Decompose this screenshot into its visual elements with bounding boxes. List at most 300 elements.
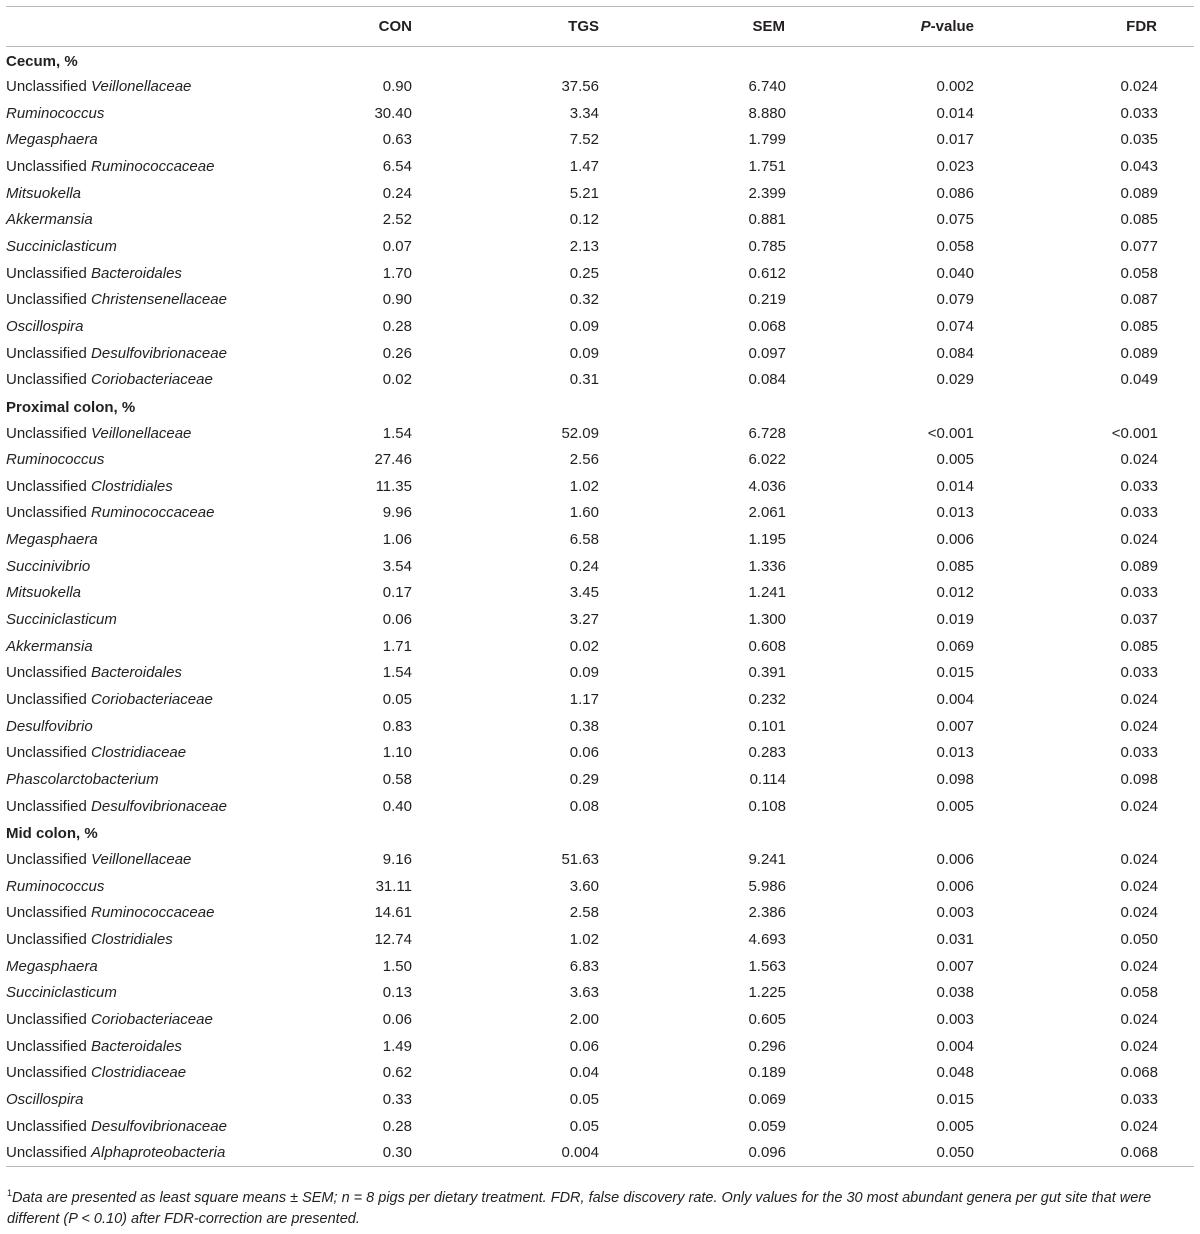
cell-con: 0.40: [382, 797, 412, 815]
taxon-cell: [6, 633, 296, 660]
table-row: [6, 180, 1194, 207]
cell-tgs: 0.09: [569, 664, 599, 682]
cell-fdr: 0.024: [1120, 904, 1158, 922]
cell-con: 2.52: [382, 211, 412, 229]
cell-p-value: 0.085: [936, 557, 974, 575]
cell-tgs: 1.02: [569, 930, 599, 948]
cell-sem: 2.386: [748, 904, 786, 922]
cell-tgs: 5.21: [569, 184, 599, 202]
taxon-prefix: Unclassified: [6, 904, 92, 922]
taxon-cell: [6, 153, 296, 180]
cell-fdr: 0.033: [1120, 584, 1158, 602]
cell-sem: 6.740: [748, 77, 786, 95]
cell-fdr: 0.033: [1120, 504, 1158, 522]
cell-con: 0.17: [382, 584, 412, 602]
cell-fdr: 0.089: [1120, 184, 1158, 202]
table-row: [6, 1006, 1194, 1033]
taxon-name: Christensenellaceae: [91, 291, 227, 309]
cell-con: 1.49: [382, 1037, 412, 1055]
taxon-name: Coriobacteriaceae: [91, 371, 213, 389]
table-row: [6, 286, 1194, 313]
cell-sem: 1.195: [748, 531, 786, 549]
taxon-prefix: Unclassified: [6, 77, 92, 95]
table-row: [6, 900, 1194, 927]
taxon-name: Clostridiales: [91, 477, 173, 495]
cell-con: 0.58: [382, 771, 412, 789]
cell-con: 30.40: [374, 104, 412, 122]
footnote-text-2: = 8 pigs per dietary treatment. FDR, false discovery rate. Only values for the 30 most abundant genera per gut site that were different (: [7, 1190, 1152, 1227]
cell-fdr: 0.024: [1120, 531, 1158, 549]
cell-p-value: 0.031: [936, 930, 974, 948]
cell-sem: 0.612: [748, 264, 786, 282]
cell-p-value: 0.015: [936, 664, 974, 682]
cell-p-value: 0.014: [936, 477, 974, 495]
cell-sem: 0.189: [748, 1064, 786, 1082]
cell-sem: 0.232: [748, 691, 786, 709]
taxon-cell: [6, 500, 296, 527]
taxon-cell: [6, 686, 296, 713]
taxon-cell: [6, 740, 296, 767]
footnote-text-1: Data are presented as least square means ± SEM;: [12, 1190, 342, 1206]
taxon-cell: [6, 953, 296, 980]
taxon-prefix: Unclassified: [6, 504, 92, 522]
cell-fdr: 0.024: [1120, 1037, 1158, 1055]
cell-fdr: 0.089: [1120, 344, 1158, 362]
taxon-cell: [6, 1139, 296, 1166]
cell-p-value: 0.005: [936, 797, 974, 815]
cell-tgs: 0.05: [569, 1090, 599, 1108]
taxon-cell: [6, 286, 296, 313]
cell-con: 0.02: [382, 371, 412, 389]
cell-p-value: 0.048: [936, 1064, 974, 1082]
footnote-n-letter: n: [341, 1190, 350, 1206]
cell-tgs: 6.83: [569, 957, 599, 975]
taxon-prefix: Unclassified: [6, 291, 92, 309]
cell-sem: 1.336: [748, 557, 786, 575]
cell-p-value: 0.075: [936, 211, 974, 229]
taxon-name: Akkermansia: [6, 637, 93, 655]
taxon-cell: [6, 846, 296, 873]
taxon-cell: [6, 100, 296, 127]
taxon-prefix: Unclassified: [6, 1037, 92, 1055]
taxon-name: Bacteroidales: [91, 264, 182, 282]
cell-p-value: 0.012: [936, 584, 974, 602]
table-row: [6, 606, 1194, 633]
table-row: [6, 793, 1194, 820]
cell-sem: 6.022: [748, 451, 786, 469]
cell-p-value: 0.058: [936, 237, 974, 255]
table-row: [6, 260, 1194, 287]
cell-con: 0.06: [382, 611, 412, 629]
cell-tgs: 3.60: [569, 877, 599, 895]
taxon-name: Desulfovibrio: [6, 717, 93, 735]
table-row: [6, 633, 1194, 660]
cell-sem: 0.219: [748, 291, 786, 309]
cell-sem: 0.096: [600, 1139, 788, 1166]
cell-fdr: 0.024: [1120, 877, 1158, 895]
results-table-container: [6, 6, 1194, 1167]
cell-fdr: 0.085: [1120, 637, 1158, 655]
table-row: [6, 473, 1194, 500]
cell-fdr: 0.058: [1120, 264, 1158, 282]
cell-con: 1.50: [382, 957, 412, 975]
taxon-name: Alphaproteobacteria: [91, 1143, 226, 1161]
section-header-row: [6, 393, 1194, 420]
taxon-cell: [6, 126, 296, 153]
table-row: [6, 206, 1194, 233]
cell-fdr: 0.033: [1120, 664, 1158, 682]
taxon-cell: [6, 660, 296, 687]
results-table: [6, 6, 1194, 1167]
taxon-name: Mitsuokella: [6, 584, 82, 602]
cell-sem: 0.296: [748, 1037, 786, 1055]
cell-tgs: 0.25: [569, 264, 599, 282]
table-row: [6, 873, 1194, 900]
cell-tgs: 0.38: [569, 717, 599, 735]
taxon-name: Mitsuokella: [6, 184, 82, 202]
taxon-name: Ruminococcus: [6, 451, 105, 469]
cell-p-value: 0.038: [936, 984, 974, 1002]
cell-fdr: 0.098: [1120, 771, 1158, 789]
taxon-prefix: Unclassified: [6, 344, 92, 362]
taxon-name: Ruminococcaceae: [91, 504, 215, 522]
table-row: [6, 979, 1194, 1006]
taxon-cell: [6, 260, 296, 287]
cell-sem: 0.881: [748, 211, 786, 229]
cell-tgs: 0.29: [569, 771, 599, 789]
cell-p-value: 0.015: [936, 1090, 974, 1108]
header-sem: SEM: [600, 7, 788, 47]
cell-fdr: 0.068: [1120, 1064, 1158, 1082]
table-row: [6, 766, 1194, 793]
taxon-prefix: Unclassified: [6, 1064, 92, 1082]
cell-sem: 0.391: [748, 664, 786, 682]
taxon-cell: [6, 873, 296, 900]
taxon-name: Ruminococcus: [6, 104, 105, 122]
cell-tgs: 2.56: [569, 451, 599, 469]
cell-sem: 0.785: [748, 237, 786, 255]
taxon-cell: [6, 73, 296, 100]
cell-p-value: 0.013: [936, 504, 974, 522]
cell-fdr: 0.024: [1120, 957, 1158, 975]
table-row: [6, 420, 1194, 447]
section-title: Mid colon, %: [6, 825, 98, 843]
cell-tgs: 37.56: [561, 77, 599, 95]
cell-con: 11.35: [375, 477, 412, 495]
cell-sem: 0.108: [748, 797, 786, 815]
cell-sem: 4.693: [748, 930, 786, 948]
taxon-cell: [6, 526, 296, 553]
cell-fdr: 0.024: [1120, 691, 1158, 709]
taxon-cell: [6, 900, 296, 927]
cell-tgs: 3.63: [569, 984, 599, 1002]
taxon-prefix: Unclassified: [6, 1143, 92, 1161]
header-p-value: [788, 7, 975, 47]
taxon-prefix: Unclassified: [6, 477, 92, 495]
cell-fdr: 0.089: [1120, 557, 1158, 575]
header-p-suffix: -value: [930, 18, 974, 35]
cell-fdr: 0.049: [1120, 371, 1158, 389]
cell-con: 0.90: [382, 291, 412, 309]
taxon-cell: [6, 366, 296, 393]
taxon-name: Megasphaera: [6, 957, 98, 975]
cell-p-value: <0.001: [927, 424, 974, 442]
taxon-name: Megasphaera: [6, 531, 98, 549]
cell-p-value: 0.006: [936, 531, 974, 549]
cell-sem: 6.728: [748, 424, 786, 442]
cell-tgs: 3.27: [569, 611, 599, 629]
taxon-name: Clostridiaceae: [91, 1064, 187, 1082]
cell-fdr: 0.033: [1120, 104, 1158, 122]
cell-con: 27.46: [374, 451, 412, 469]
cell-fdr: 0.024: [1120, 797, 1158, 815]
section-title: Cecum, %: [6, 52, 78, 70]
table-row: [6, 366, 1194, 393]
cell-p-value: 0.079: [936, 291, 974, 309]
taxon-name: Veillonellaceae: [91, 77, 192, 95]
taxon-cell: [6, 180, 296, 207]
cell-con: 9.16: [382, 851, 412, 869]
table-row: [6, 340, 1194, 367]
cell-con: 0.26: [382, 344, 412, 362]
cell-con: 0.06: [382, 1010, 412, 1028]
cell-tgs: 0.004: [412, 1139, 600, 1166]
cell-sem: 0.608: [748, 637, 786, 655]
cell-fdr: 0.033: [1120, 744, 1158, 762]
footnote-p-letter: P: [68, 1211, 78, 1227]
cell-fdr: 0.033: [1120, 477, 1158, 495]
cell-con: 1.71: [382, 637, 412, 655]
cell-con: 1.06: [382, 531, 412, 549]
taxon-prefix: Unclassified: [6, 157, 92, 175]
cell-sem: 5.986: [748, 877, 786, 895]
cell-p-value: 0.019: [936, 611, 974, 629]
cell-p-value: 0.004: [936, 691, 974, 709]
cell-con: 1.54: [382, 424, 412, 442]
header-taxon: [6, 7, 296, 47]
cell-tgs: 2.13: [569, 237, 599, 255]
cell-con: 0.24: [382, 184, 412, 202]
cell-con: 0.83: [382, 717, 412, 735]
cell-p-value: 0.007: [936, 717, 974, 735]
footnote-text-3: < 0.10) after FDR-correction are presented.: [77, 1211, 360, 1227]
cell-con: 6.54: [382, 157, 412, 175]
taxon-cell: [6, 313, 296, 340]
taxon-name: Bacteroidales: [91, 664, 182, 682]
cell-p-value: 0.069: [936, 637, 974, 655]
taxon-name: Clostridiales: [91, 930, 173, 948]
cell-tgs: 1.47: [569, 157, 599, 175]
taxon-prefix: Unclassified: [6, 1117, 92, 1135]
taxon-cell: [6, 1113, 296, 1140]
table-row: [6, 153, 1194, 180]
cell-p-value: 0.084: [936, 344, 974, 362]
cell-tgs: 1.02: [569, 477, 599, 495]
taxon-cell: [6, 206, 296, 233]
taxon-name: Succinivibrio: [6, 557, 91, 575]
cell-tgs: 1.60: [569, 504, 599, 522]
cell-con: 0.28: [382, 1117, 412, 1135]
taxon-name: Phascolarctobacterium: [6, 771, 159, 789]
cell-tgs: 2.00: [569, 1010, 599, 1028]
cell-p-value: 0.013: [936, 744, 974, 762]
cell-p-value: 0.086: [936, 184, 974, 202]
header-fdr: FDR: [975, 7, 1194, 47]
cell-p-value: 0.017: [936, 131, 974, 149]
cell-sem: 1.241: [748, 584, 786, 602]
table-row: [6, 446, 1194, 473]
taxon-cell: [6, 340, 296, 367]
table-row: [6, 500, 1194, 527]
cell-fdr: 0.087: [1120, 291, 1158, 309]
cell-tgs: 0.31: [569, 371, 599, 389]
cell-tgs: 0.12: [569, 211, 599, 229]
taxon-prefix: Unclassified: [6, 930, 92, 948]
table-row: [6, 313, 1194, 340]
cell-p-value: 0.005: [936, 451, 974, 469]
taxon-cell: [6, 979, 296, 1006]
cell-sem: 0.101: [748, 717, 786, 735]
taxon-prefix: Unclassified: [6, 664, 92, 682]
cell-p-value: 0.074: [936, 317, 974, 335]
taxon-name: Succiniclasticum: [6, 611, 117, 629]
cell-tgs: 0.04: [569, 1064, 599, 1082]
taxon-name: Akkermansia: [6, 211, 93, 229]
taxon-prefix: Unclassified: [6, 1010, 92, 1028]
taxon-cell: [6, 1059, 296, 1086]
footnote: [7, 1183, 1193, 1230]
cell-fdr: 0.024: [1120, 717, 1158, 735]
cell-sem: 2.061: [748, 504, 786, 522]
taxon-name: Bacteroidales: [91, 1037, 182, 1055]
cell-p-value: 0.005: [936, 1117, 974, 1135]
cell-con: 1.70: [382, 264, 412, 282]
cell-tgs: 0.02: [569, 637, 599, 655]
cell-sem: 0.084: [748, 371, 786, 389]
section-header-row: [6, 820, 1194, 847]
cell-p-value: 0.098: [936, 771, 974, 789]
taxon-name: Ruminococcaceae: [91, 157, 215, 175]
table-row: [6, 846, 1194, 873]
cell-tgs: 0.32: [569, 291, 599, 309]
cell-sem: 0.068: [748, 317, 786, 335]
taxon-prefix: Unclassified: [6, 744, 92, 762]
table-row: [6, 713, 1194, 740]
cell-sem: 1.300: [748, 611, 786, 629]
cell-fdr: 0.068: [975, 1139, 1194, 1166]
header-con: CON: [296, 7, 412, 47]
cell-p-value: 0.003: [936, 904, 974, 922]
table-row: [6, 1086, 1194, 1113]
cell-tgs: 0.06: [569, 744, 599, 762]
cell-tgs: 1.17: [569, 691, 599, 709]
cell-con: 14.61: [374, 904, 412, 922]
cell-fdr: 0.024: [1120, 851, 1158, 869]
table-row: [6, 526, 1194, 553]
cell-p-value: 0.006: [936, 877, 974, 895]
cell-con: 0.30: [296, 1139, 412, 1166]
cell-fdr: 0.035: [1120, 131, 1158, 149]
taxon-name: Succiniclasticum: [6, 984, 117, 1002]
taxon-name: Oscillospira: [6, 1090, 84, 1108]
taxon-cell: [6, 926, 296, 953]
table-row: [6, 1139, 1194, 1166]
cell-fdr: 0.043: [1120, 157, 1158, 175]
taxon-name: Ruminococcaceae: [91, 904, 215, 922]
cell-p-value: 0.007: [936, 957, 974, 975]
cell-con: 9.96: [382, 504, 412, 522]
cell-tgs: 6.58: [569, 531, 599, 549]
cell-tgs: 0.08: [569, 797, 599, 815]
taxon-cell: [6, 233, 296, 260]
cell-p-value: 0.003: [936, 1010, 974, 1028]
taxon-name: Coriobacteriaceae: [91, 691, 213, 709]
section-title: Proximal colon, %: [6, 398, 136, 416]
cell-tgs: 0.24: [569, 557, 599, 575]
table-row: [6, 1033, 1194, 1060]
cell-sem: 1.751: [748, 157, 786, 175]
footnote-marker: 1: [7, 1188, 13, 1198]
taxon-name: Coriobacteriaceae: [91, 1010, 213, 1028]
taxon-prefix: Unclassified: [6, 424, 92, 442]
taxon-cell: [6, 580, 296, 607]
cell-sem: 0.283: [748, 744, 786, 762]
cell-tgs: 3.45: [569, 584, 599, 602]
taxon-name: Desulfovibrionaceae: [91, 344, 227, 362]
cell-con: 12.74: [374, 930, 412, 948]
cell-con: 0.05: [382, 691, 412, 709]
cell-sem: 0.605: [748, 1010, 786, 1028]
taxon-prefix: Unclassified: [6, 264, 92, 282]
cell-tgs: 0.06: [569, 1037, 599, 1055]
taxon-cell: [6, 606, 296, 633]
taxon-name: Megasphaera: [6, 131, 98, 149]
taxon-cell: [6, 420, 296, 447]
cell-fdr: 0.033: [1120, 1090, 1158, 1108]
cell-con: 0.62: [382, 1064, 412, 1082]
taxon-name: Desulfovibrionaceae: [91, 797, 227, 815]
cell-fdr: 0.058: [1120, 984, 1158, 1002]
header-tgs: TGS: [412, 7, 600, 47]
cell-fdr: 0.085: [1120, 211, 1158, 229]
taxon-cell: [6, 1033, 296, 1060]
cell-p-value: 0.006: [936, 851, 974, 869]
cell-con: 0.13: [382, 984, 412, 1002]
cell-fdr: 0.077: [1120, 237, 1158, 255]
taxon-cell: [6, 1086, 296, 1113]
cell-fdr: 0.050: [1120, 930, 1158, 948]
cell-sem: 0.059: [748, 1117, 786, 1135]
cell-sem: 0.114: [749, 771, 786, 789]
cell-tgs: 51.63: [561, 851, 599, 869]
taxon-prefix: Unclassified: [6, 371, 92, 389]
table-row: [6, 1113, 1194, 1140]
cell-sem: 1.563: [748, 957, 786, 975]
cell-con: 0.33: [382, 1090, 412, 1108]
table-row: [6, 126, 1194, 153]
table-row: [6, 100, 1194, 127]
cell-con: 1.54: [382, 664, 412, 682]
cell-fdr: 0.024: [1120, 77, 1158, 95]
cell-con: 0.28: [382, 317, 412, 335]
section-header-row: [6, 47, 1194, 74]
cell-p-value: 0.002: [936, 77, 974, 95]
cell-p-value: 0.040: [936, 264, 974, 282]
table-row: [6, 660, 1194, 687]
taxon-name: Succiniclasticum: [6, 237, 117, 255]
taxon-name: Veillonellaceae: [91, 851, 192, 869]
table-body: [6, 47, 1194, 1167]
